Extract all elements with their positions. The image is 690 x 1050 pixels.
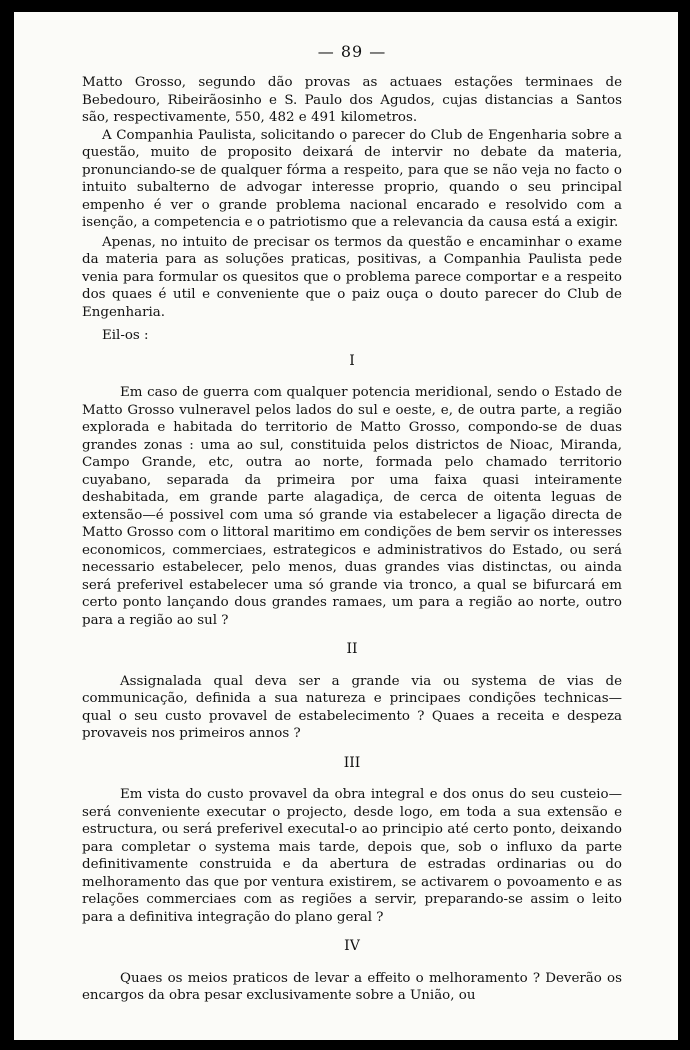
section-text-iv: Quaes os meios praticos de levar a effeito o melhoramento ? Deverão os encargos da obra pesar exclusivamente sobre a União, ou (82, 970, 622, 1003)
paragraph-apenas: Apenas, no intuito de precisar os termos da questão e encaminhar o exame da materia para as soluções praticas, positivas, a Companhia Paulista pede venia para formular os quesitos que o problema parece comportar e a respeito dos quaes é util e conveniente que o paiz ouça o douto parecer do Club de Engenharia. (82, 234, 622, 320)
page-number: — 89 — (317, 42, 387, 61)
section-numeral-i: I (349, 352, 355, 369)
section-numeral-ii: II (346, 641, 358, 657)
paragraph-companhia-paulista: A Companhia Paulista, solicitando o parecer do Club de Engenharia sobre a questão, muito de proposito deixará de intervir no debate da materia, pronunciando-se de qualquer fórma a respeito, para que se não veja no facto o intuito subalterno de advogar interesse proprio, quando o seu principal empenho é ver o grande problema nacional encarado e resolvido com a isenção, a competencia e o patriotismo que a relevancia da causa está a exigir. (82, 127, 622, 230)
section-numeral-iv: IV (344, 938, 360, 954)
section-text-i: Em caso de guerra com qualquer potencia meridional, sendo o Estado de Matto Grosso vulneravel pelos lados do sul e oeste, e, de outra parte, a região explorada e habitada do territorio de Matto Grosso, compondo-se de duas grandes zonas : uma ao sul, constituida pelos districtos de Nioac, Miranda, Campo Grande, etc, outra ao norte, formada pelo chamado territorio cuyabano, separada da primeira por uma faixa quasi inteiramente deshabitada, em grande parte alagadiça, de cerca de oitenta leguas de extensão—é possivel com uma só grande via estabelecer a ligação directa de Matto Grosso com o littoral maritimo em condições de bem servir os interesses economicos, commerciaes, estrategicos e administrativos do Estado, ou será necessario estabelecer, pelo menos, duas grandes vias distinctas, ou ainda será preferivel estabelecer uma só grande via tronco, a qual se bifurcará em certo ponto lançando dous grandes ramaes, um para a região ao norte, outro para a região ao sul ? (82, 385, 622, 628)
section-text-iii: Em vista do custo provavel da obra integral e dos onus do seu custeio—será conveniente executar o projecto, desde logo, em toda a sua extensão e estructura, ou será preferivel executal-o ao principio até certo ponto, deixando para completar o systema mais tarde, depois que, sob o influxo da parte definitivamente construida e da abertura de estradas ordinarias ou do melhoramento das que por ventura existirem, se activarem o povoamento e as relações commerciaes com as regiões a servir, preparando-se assim o leito para a definitiva integração do plano geral ? (82, 787, 622, 925)
paragraph-continuation: Matto Grosso, segundo dão provas as actuaes estações terminaes de Bebedouro, Ribeirãosinho e S. Paulo dos Agudos, cujas distancias a Santos são, respectivamente, 550, 482 e 491 kilometros. (82, 75, 622, 125)
page-content (82, 42, 622, 1005)
section-text-ii: Assignalada qual deva ser a grande via ou systema de vias de communicação, definida a sua natureza e principaes condições technicas—qual o seu custo provavel de estabelecimento ? Quaes a receita e despeza provaveis nos primeiros annos ? (82, 673, 622, 741)
paragraph-eil-os: Eil-os : (102, 328, 149, 343)
section-numeral-iii: III (343, 754, 361, 771)
page-sheet (14, 12, 678, 1040)
